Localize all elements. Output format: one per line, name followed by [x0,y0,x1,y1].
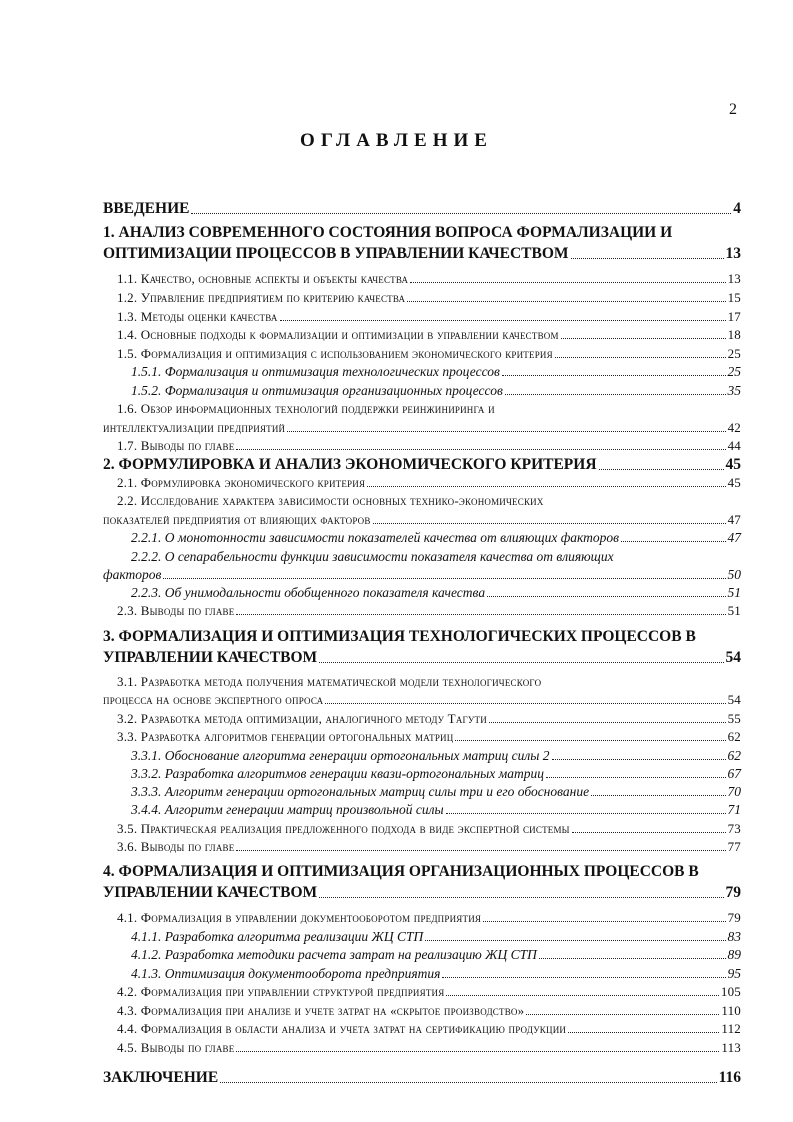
toc-entry-chapter-2 [103,456,741,474]
toc-entry-page: 15 [727,290,741,305]
toc-entry-page: 73 [727,821,741,836]
dot-leader [425,940,725,941]
toc-entry-2-2-1 [131,530,741,546]
toc-entry-text: процесса на основе экспертного опроса [103,692,324,707]
toc-entry-2-1 [117,475,741,491]
toc-entry-page: 55 [727,711,741,726]
toc-entry-page: 110 [721,1003,741,1018]
toc-entry-page: 79 [725,884,741,901]
toc-entry-page: 105 [720,984,741,999]
dot-leader [319,662,723,663]
toc-entry-text: УПРАВЛЕНИИ КАЧЕСТВОМ [103,649,318,666]
toc-entry-text: УПРАВЛЕНИИ КАЧЕСТВОМ [103,884,318,901]
toc-entry-2-2-2-line1: 2.2.2. О сепарабельности функции зависимости показателя качества от влияющих [131,549,614,564]
toc-entry-text: 4.3. Формализация при анализе и учете затрат на «скрытое производство» [117,1003,525,1018]
dot-leader [373,523,726,524]
dot-leader [236,449,725,450]
toc-entry-chapter-1-line1: 1. АНАЛИЗ СОВРЕМЕННОГО СОСТОЯНИЯ ВОПРОСА ФОРМАЛИЗАЦИИ И [103,224,673,241]
toc-entry-2-2 [103,512,741,528]
dot-leader [599,469,724,470]
toc-entry-3-2 [117,711,741,727]
toc-entry-chapter-3-line1: 3. ФОРМАЛИЗАЦИЯ И ОПТИМИЗАЦИЯ ТЕХНОЛОГИЧЕСКИХ ПРОЦЕССОВ В [103,628,696,645]
toc-entry-text: 3.6. Выводы по главе [117,839,235,854]
toc-entry-page: 42 [727,420,741,435]
toc-entry-text: 1.1. Качество, основные аспекты и объекты качества [117,271,409,286]
dot-leader [410,282,725,283]
dot-leader [455,740,725,741]
toc-entry-text: 4.1. Формализация в управлении документооборотом предприятия [117,910,482,925]
toc-entry-4-5 [117,1040,741,1056]
toc-entry-page: 44 [727,438,741,453]
toc-entry-page: 47 [727,512,741,527]
dot-leader [407,301,725,302]
toc-entry-page: 79 [727,910,741,925]
toc-entry-2-2-line1: 2.2. Исследование характера зависимости основных технико-экономических [117,493,544,508]
toc-entry-page: 95 [727,966,741,981]
dot-leader [526,1014,719,1015]
toc-entry-4-1 [117,910,741,926]
toc-entry-page: 51 [727,603,741,618]
dot-leader [287,431,725,432]
dot-leader [236,850,725,851]
toc-entry-text: факторов [103,567,162,582]
toc-entry-page: 77 [727,839,741,854]
toc-entry-text: 4.5. Выводы по главе [117,1040,235,1055]
dot-leader [319,897,723,898]
toc-entry-4-1-1 [131,929,741,945]
toc-entry-3-5 [117,821,741,837]
toc-entry-1-1 [117,271,741,287]
toc-entry-page: 112 [721,1021,741,1036]
toc-entry-page: 45 [725,456,741,473]
toc-entry-text: 4.1.2. Разработка методики расчета затрат на реализацию ЖЦ СТП [131,947,537,962]
toc-entry-text: 1.3. Методы оценки качества [117,309,278,324]
toc-entry-chapter-3 [103,649,741,667]
dot-leader [489,722,726,723]
toc-entry-3-3-1 [131,748,741,764]
toc-entry-1-5-2 [131,383,741,399]
toc-entry-text: 3.5. Практическая реализация предложенного подхода в виде экспертной системы [117,821,570,836]
toc-entry-text: 2.2.3. Об унимодальности обобщенного показателя качества [131,585,486,600]
toc-entry-4-3 [117,1003,741,1019]
toc-entry-text: 3.3.1. Обоснование алгоритма генерации ортогональных матриц силы 2 [131,748,550,763]
toc-entry-text: ЗАКЛЮЧЕНИЕ [103,1069,219,1086]
toc-entry-chapter-4-line1: 4. ФОРМАЛИЗАЦИЯ И ОПТИМИЗАЦИЯ ОРГАНИЗАЦИОННЫХ ПРОЦЕССОВ В [103,863,699,880]
toc-entry-text: 2.3. Выводы по главе [117,603,235,618]
toc-entry-text: 2.2.1. О монотонности зависимости показателей качества от влияющих факторов [131,530,620,545]
dot-leader [487,596,725,597]
dot-leader [539,958,726,959]
dot-leader [555,357,726,358]
toc-entry-page: 13 [725,245,741,262]
toc-entry-4-1-2 [131,947,741,963]
toc-entry-1-3 [117,309,741,325]
toc-entry-text: 2. ФОРМУЛИРОВКА И АНАЛИЗ ЭКОНОМИЧЕСКОГО КРИТЕРИЯ [103,456,597,473]
dot-leader [552,759,726,760]
toc-entry-text: показателей предприятия от влияющих факторов [103,512,371,527]
toc-entry-page: 35 [727,383,741,398]
toc-entry-3-6 [117,839,741,855]
toc-entry-page: 54 [725,649,741,666]
toc-entry-text: 1.7. Выводы по главе [117,438,235,453]
toc-entry-1-5 [117,346,741,362]
toc-entry-text: интеллектуализации предприятий [103,420,286,435]
toc-entry-page: 54 [727,692,741,707]
toc-entry-text: 1.5. Формализация и оптимизация с использованием экономического критерия [117,346,553,361]
toc-entry-4-1-3 [131,966,741,982]
toc-entry-text: 3.2. Разработка метода оптимизации, аналогичного методу Тагути [117,711,487,726]
toc-entry-text: 2.1. Формулировка экономического критерия [117,475,366,490]
toc-entry-page: 50 [727,567,741,582]
toc-entry-page: 116 [718,1069,741,1086]
toc-entry-page: 62 [727,748,741,763]
dot-leader [561,338,726,339]
toc-entry-page: 113 [721,1040,741,1055]
dot-leader [236,614,725,615]
dot-leader [505,394,726,395]
dot-leader [621,541,725,542]
toc-entry-4-4 [117,1021,741,1037]
toc-entry-3-4-4 [131,802,741,818]
page-number: 2 [729,101,737,118]
dot-leader [163,578,725,579]
toc-entry-text: 4.1.1. Разработка алгоритма реализации ЖЦ СТП [131,929,424,944]
toc-entry-3-1-line1: 3.1. Разработка метода получения математической модели технологического [117,674,542,689]
dot-leader [572,832,726,833]
toc-entry-page: 71 [727,802,741,817]
toc-entry-conclusion [103,1069,741,1087]
toc-entry-introduction [103,200,741,218]
dot-leader [446,995,718,996]
toc-entry-1-6 [103,420,741,436]
toc-entry-page: 62 [727,729,741,744]
toc-entry-2-3 [117,603,741,619]
toc-entry-page: 67 [727,766,741,781]
toc-entry-page: 25 [727,364,741,379]
toc-entry-3-3-2 [131,766,741,782]
dot-leader [571,258,724,259]
toc-entry-chapter-1 [103,245,741,263]
toc-entry-page: 47 [727,530,741,545]
toc-entry-page: 51 [727,585,741,600]
dot-leader [591,795,725,796]
toc-entry-text: 3.4.4. Алгоритм генерации матриц произвольной силы [131,802,444,817]
toc-entry-1-4 [117,327,741,343]
toc-entry-text: 3.3.3. Алгоритм генерации ортогональных матриц силы три и его обоснование [131,784,590,799]
toc-entry-page: 83 [727,929,741,944]
toc-entry-text: ВВЕДЕНИЕ [103,200,190,217]
toc-entry-text: 4.4. Формализация в области анализа и учета затрат на сертификацию продукции [117,1021,567,1036]
toc-entry-3-1 [103,692,741,708]
toc-entry-3-3-3 [131,784,741,800]
dot-leader [367,486,725,487]
dot-leader [442,977,725,978]
toc-entry-page: 17 [727,309,741,324]
dot-leader [446,813,726,814]
toc-entry-text: ОПТИМИЗАЦИИ ПРОЦЕССОВ В УПРАВЛЕНИИ КАЧЕСТВОМ [103,245,569,262]
toc-entry-page: 25 [727,346,741,361]
dot-leader [280,320,726,321]
dot-leader [191,213,731,214]
toc-entry-2-2-2 [103,567,741,583]
toc-entry-page: 13 [727,271,741,286]
toc-entry-page: 89 [727,947,741,962]
toc-entry-text: 1.2. Управление предприятием по критерию качества [117,290,406,305]
toc-entry-1-6-line1: 1.6. Обзор информационных технологий поддержки реинжиниринга и [117,401,495,416]
toc-entry-text: 4.1.3. Оптимизация документооборота предприятия [131,966,441,981]
dot-leader [502,375,726,376]
toc-entry-text: 3.3. Разработка алгоритмов генерации ортогональных матриц [117,729,454,744]
dot-leader [483,921,726,922]
toc-entry-text: 1.5.1. Формализация и оптимизация технологических процессов [131,364,500,379]
toc-entry-text: 4.2. Формализация при управлении структурой предприятия [117,984,445,999]
toc-entry-2-2-3 [131,585,741,601]
toc-entry-text: 1.5.2. Формализация и оптимизация организационных процессов [131,383,503,398]
dot-leader [568,1032,719,1033]
toc-entry-1-5-1 [131,364,741,380]
toc-entry-3-3 [117,729,741,745]
dot-leader [546,777,725,778]
toc-entry-text: 3.3.2. Разработка алгоритмов генерации квази-ортогональных матриц [131,766,545,781]
toc-entry-1-2 [117,290,741,306]
toc-entry-page: 45 [727,475,741,490]
toc-entry-text: 1.4. Основные подходы к формализации и оптимизации в управлении качеством [117,327,559,342]
dot-leader [236,1051,719,1052]
dot-leader [325,703,725,704]
dot-leader [220,1082,716,1083]
toc-entry-page: 4 [733,200,741,217]
toc-entry-1-7 [117,438,741,454]
toc-entry-4-2 [117,984,741,1000]
toc-title: ОГЛАВЛЕНИЕ [300,130,493,151]
toc-entry-page: 18 [727,327,741,342]
toc-entry-chapter-4 [103,884,741,902]
toc-entry-page: 70 [727,784,741,799]
